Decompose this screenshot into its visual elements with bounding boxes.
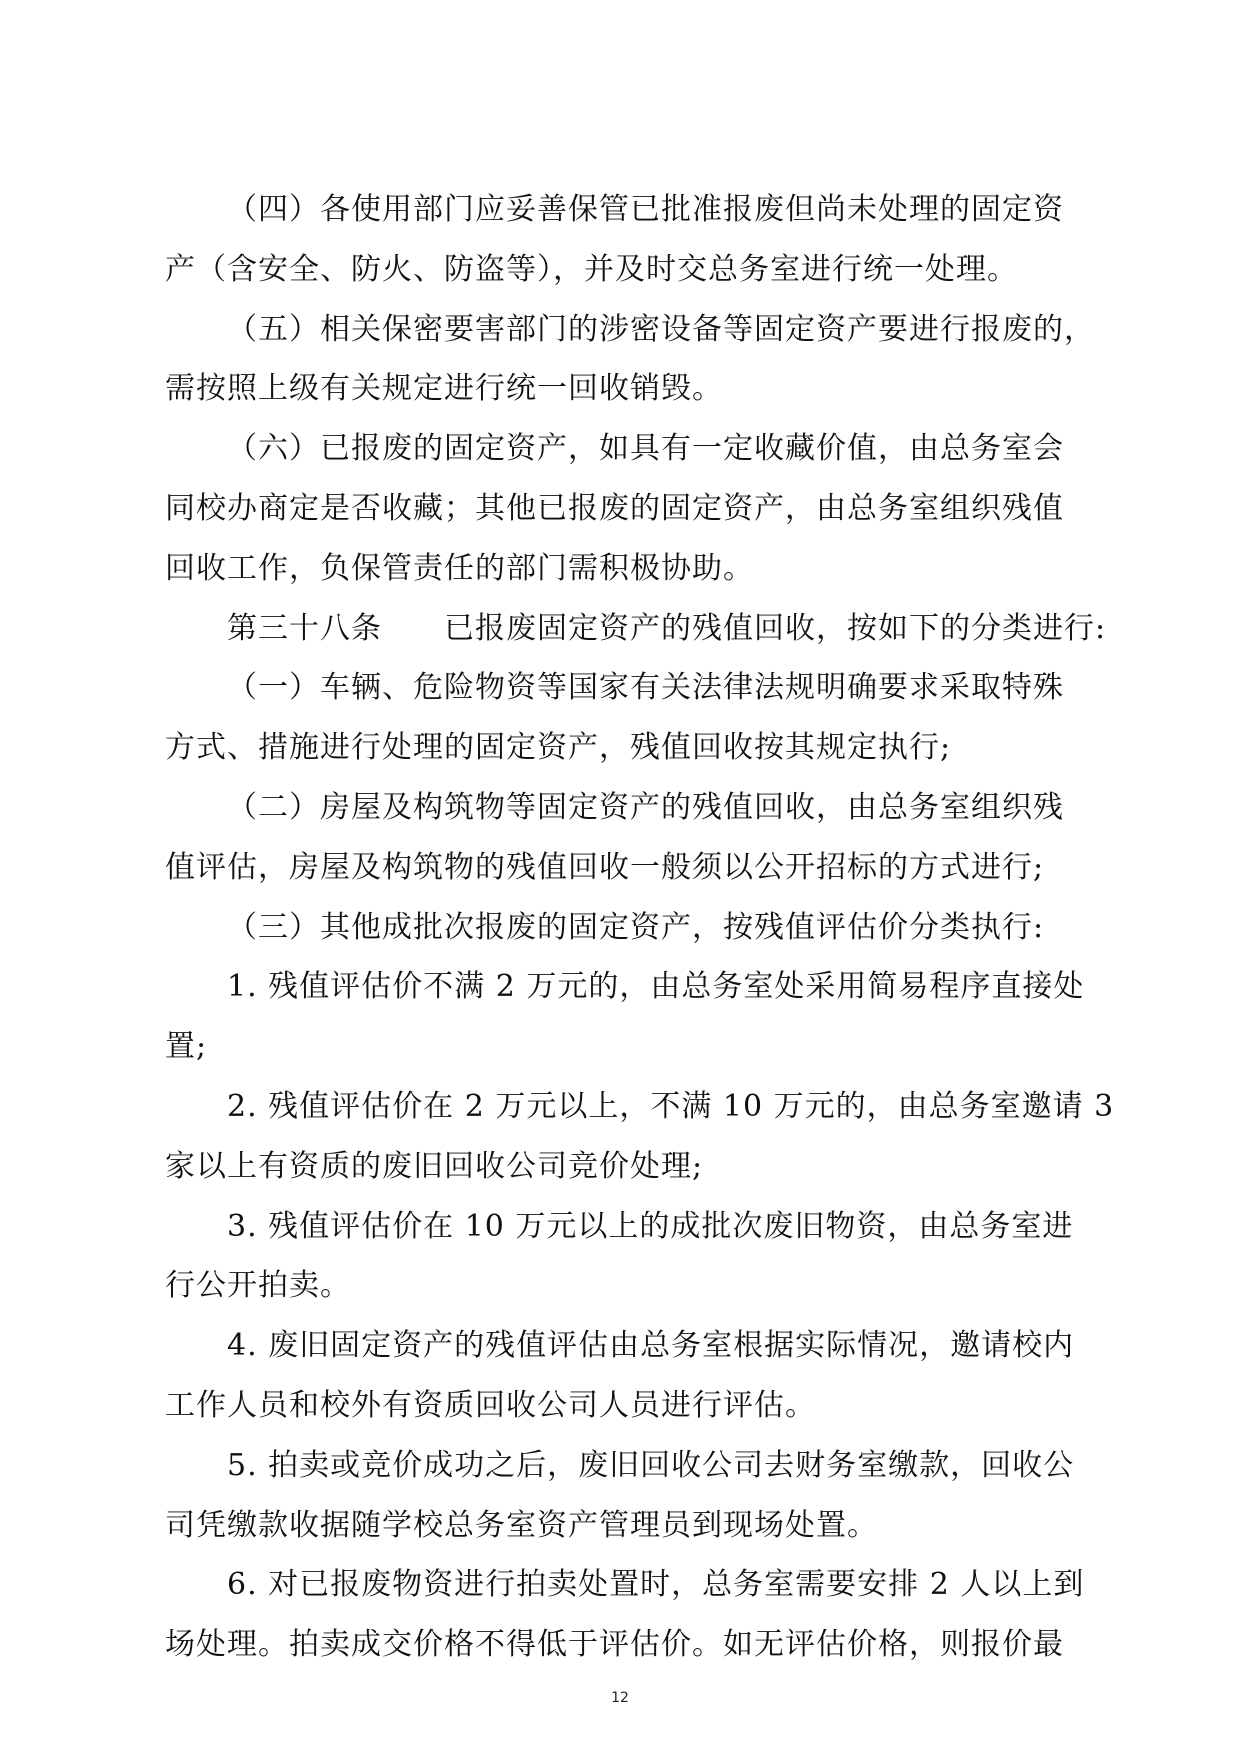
text-line: 置;: [165, 1029, 208, 1065]
text-line: 场处理。拍卖成交价格不得低于评估价。如无评估价格，则报价最: [165, 1627, 1064, 1663]
text-line: 司凭缴款收据随学校总务室资产管理员到现场处置。: [165, 1507, 878, 1543]
text-line: 第三十八条 已报废固定资产的残值回收，按如下的分类进行:: [227, 610, 1107, 646]
text-line: 方式、措施进行处理的固定资产，残值回收按其规定执行;: [165, 730, 952, 766]
text-line: 回收工作，负保管责任的部门需积极协助。: [165, 550, 754, 586]
text-line: 3. 残值评估价在 10 万元以上的成批次废旧物资，由总务室进: [227, 1208, 1074, 1244]
text-line: 家以上有资质的废旧回收公司竞价处理;: [165, 1148, 704, 1184]
text-line: 产（含安全、防火、防盗等），并及时交总务室进行统一处理。: [165, 251, 1018, 287]
text-line: 值评估，房屋及构筑物的残值回收一般须以公开招标的方式进行;: [165, 849, 1045, 885]
text-line: （三）其他成批次报废的固定资产，按残值评估价分类执行:: [227, 909, 1045, 945]
text-line: 2. 残值评估价在 2 万元以上，不满 10 万元的，由总务室邀请 3: [227, 1088, 1115, 1124]
text-line: （一）车辆、危险物资等国家有关法律法规明确要求采取特殊: [227, 670, 1064, 706]
text-line: 同校办商定是否收藏；其他已报废的固定资产，由总务室组织残值: [165, 490, 1064, 526]
document-body: [165, 180, 1115, 1675]
page-number: 12: [611, 1690, 629, 1706]
text-line: 5. 拍卖或竞价成功之后，废旧回收公司去财务室缴款，回收公: [227, 1447, 1075, 1483]
text-line: （六）已报废的固定资产，如具有一定收藏价值，由总务室会: [227, 431, 1064, 467]
text-line: 需按照上级有关规定进行统一回收销毁。: [165, 371, 723, 407]
text-line: （二）房屋及构筑物等固定资产的残值回收，由总务室组织残: [227, 789, 1064, 825]
text-line: 工作人员和校外有资质回收公司人员进行评估。: [165, 1387, 816, 1423]
text-line: （四）各使用部门应妥善保管已批准报废但尚未处理的固定资: [227, 192, 1064, 227]
text-line: 行公开拍卖。: [165, 1268, 351, 1304]
text-line: （五）相关保密要害部门的涉密设备等固定资产要进行报废的，: [227, 311, 1095, 347]
text-line: 1. 残值评估价不满 2 万元的，由总务室处采用简易程序直接处: [227, 969, 1085, 1005]
text-line: 6. 对已报废物资进行拍卖处置时，总务室需要安排 2 人以上到: [227, 1567, 1085, 1603]
text-line: 4. 废旧固定资产的残值评估由总务室根据实际情况，邀请校内: [227, 1328, 1075, 1364]
